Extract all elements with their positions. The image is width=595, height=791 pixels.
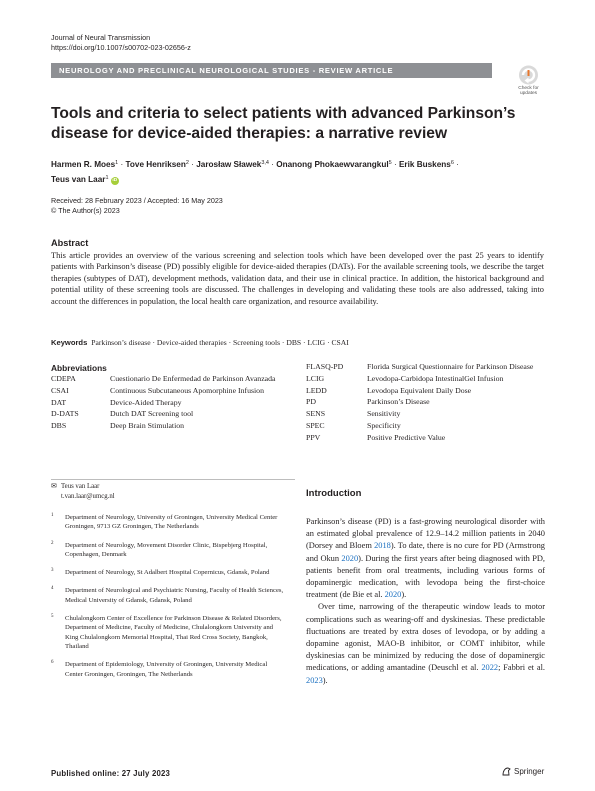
- orcid-icon[interactable]: iD: [112, 177, 118, 183]
- author-list: Harmen R. Moes$^1$ · Tove Henriksen$^2$ · Jarosław Sławek$^{3,4}$ · Onanong Phokaewvarangkul$^5$ · Erik Buskens$^6$ · Teus van Laar$^1$ iD: [51, 160, 459, 184]
- envelope-icon: ✉: [51, 483, 57, 490]
- abbreviation-value: Positive Predictive Value: [367, 432, 446, 442]
- abbreviation-key: SENS: [306, 409, 326, 419]
- keywords: [51, 338, 544, 347]
- affiliation-text: Department of Neurology, University of Groningen, University Medical Center Groningen, 9713 GZ Groningen, The Netherlands: [65, 514, 278, 531]
- introduction-body: [306, 516, 545, 687]
- paragraph-text: ). To date, there is no cure for PD (Armstrong and Okun: [306, 541, 545, 563]
- abbreviation-value: Device-Aided Therapy: [110, 397, 182, 407]
- abbreviation-value: Sensitivity: [367, 409, 401, 419]
- citation-link[interactable]: 2020: [341, 553, 359, 563]
- abbreviation-row: [306, 373, 546, 385]
- keywords-text: Parkinson’s disease · Device-aided therapies · Screening tools · DBS · LCIG · CSAI: [91, 338, 349, 347]
- affiliation-text: Department of Neurological and Psychiatric Nursing, Faculty of Health Sciences, Medical University of Gdansk, Gdansk, Poland: [65, 587, 284, 604]
- author-name[interactable]: Teus van Laar: [51, 174, 106, 184]
- author-affiliation-ref: 1: [105, 174, 109, 181]
- abbreviation-value: Florida Surgical Questionnaire for Parkinson Disease: [367, 362, 534, 371]
- article-dates: [51, 196, 223, 216]
- abbreviation-row: [51, 373, 287, 385]
- abbreviation-row: [306, 432, 546, 444]
- introduction-paragraph: [306, 516, 545, 601]
- keywords-label: Keywords: [51, 338, 88, 347]
- affiliations-list: [51, 513, 286, 688]
- author-name[interactable]: Harmen R. Moes: [51, 160, 116, 169]
- abbreviation-key: LEDD: [306, 385, 327, 395]
- abbreviation-value: Deep Brain Stimulation: [110, 421, 185, 431]
- publisher-logo: [502, 767, 544, 776]
- abbreviations-table-right: [306, 361, 546, 444]
- abbreviation-key: LCIG: [306, 373, 325, 383]
- abbreviation-value: Levodopa Equivalent Daily Dose: [367, 385, 472, 395]
- abbreviation-value: Continuous Subcutaneous Apomorphine Infusion: [110, 385, 264, 395]
- publisher-name: Springer: [514, 767, 545, 776]
- affiliation-item: [51, 541, 286, 560]
- author-name[interactable]: Erik Buskens: [398, 160, 451, 169]
- affiliation-number: 3: [51, 568, 54, 574]
- author-affiliation-ref: 2: [185, 160, 189, 166]
- section-banner: NEUROLOGY AND PRECLINICAL NEUROLOGICAL STUDIES - REVIEW ARTICLE: [51, 63, 492, 78]
- abbreviation-key: SPEC: [306, 420, 325, 430]
- abbreviation-row: [306, 361, 546, 373]
- received-accepted-dates: Received: 28 February 2023 / Accepted: 16 May 2023: [51, 196, 223, 205]
- affiliation-item: [51, 513, 286, 532]
- abstract-heading: Abstract: [51, 238, 89, 248]
- paragraph-text: ).: [401, 590, 407, 600]
- abbreviation-key: PPV: [306, 432, 321, 442]
- paragraph-text: ).: [322, 675, 328, 685]
- affiliation-text: Department of Epidemiology, University of Groningen, University Medical Center Groningen, Groningen, The Netherlands: [65, 661, 268, 678]
- abbreviation-row: [51, 385, 287, 397]
- abbreviation-row: [306, 396, 546, 408]
- abbreviation-value: Cuestionario De Enfermedad de Parkinson Avanzada: [110, 374, 276, 383]
- abbreviation-row: [306, 420, 546, 432]
- abbreviation-row: [51, 420, 287, 432]
- paragraph-text: Parkinson’s disease (PD) is a fast-growing neurological disorder with an estimated global prevalence of 12.9–14.2 million patients in 2040 (Dorsey and Bloem: [306, 517, 545, 551]
- introduction-paragraph: [306, 601, 545, 686]
- affiliation-item: [51, 568, 286, 577]
- introduction-heading: Introduction: [306, 488, 362, 499]
- abbreviations-table-left: [51, 373, 287, 432]
- affiliation-number: 2: [51, 540, 54, 546]
- author-affiliation-ref: 1: [115, 160, 119, 166]
- citation-link[interactable]: 2022: [481, 663, 499, 673]
- check-for-updates-badge[interactable]: [512, 64, 545, 97]
- contact-email[interactable]: t.van.laar@umcg.nl: [61, 492, 115, 500]
- corresponding-author: [51, 482, 115, 502]
- springer-horse-icon: [502, 767, 511, 776]
- abbreviation-value: Levodopa-Carbidopa IntestinalGel Infusion: [367, 373, 504, 383]
- published-online-date: Published online: 27 July 2023: [51, 769, 171, 778]
- abbreviation-key: PD: [306, 397, 316, 407]
- affiliation-number: 4: [51, 586, 54, 592]
- abbreviations-heading: Abbreviations: [51, 363, 107, 373]
- affiliation-text: Department of Neurology, Movement Disorder Clinic, Bispebjerg Hospital, Copenhagen, Denmark: [65, 541, 268, 558]
- contact-name: Teus van Laar: [61, 483, 100, 490]
- author-name[interactable]: Tove Henriksen: [125, 160, 186, 169]
- abbreviation-key: CDEPA: [51, 374, 76, 383]
- abbreviation-key: D-DATS: [51, 409, 79, 419]
- article-title: Tools and criteria to select patients with advanced Parkinson’s disease for device-aided therapies: a narrative review: [51, 105, 516, 142]
- paragraph-text: ). During the first years after being diagnosed with PD, patients benefit from oral treatments, including various forms of dopaminergic medication, with levodopa being the first-choice treatment (de Bie et al.: [306, 553, 545, 600]
- paragraph-text: Over time, narrowing of the therapeutic window leads to motor complications such as wearing-off and dyskinesias. These predictable fluctuations are treated by extra doses of levodopa, or by adding a dopamine agonist, MAO-B inhibitor, or COMT inhibitor, while dyskinesias can be minimized by reducing the dose of dopaminergic medications, or adding amantadine (Deuschl et al.: [306, 602, 545, 673]
- affiliation-number: 1: [51, 513, 54, 518]
- affiliation-number: 5: [51, 614, 54, 620]
- affiliation-item: [51, 586, 286, 605]
- author-affiliation-ref: 6: [450, 160, 454, 166]
- citation-link[interactable]: 2020: [384, 590, 402, 600]
- updates-badge-label: Check for updates: [518, 86, 539, 97]
- journal-header: [51, 33, 191, 52]
- abbreviation-value: Dutch DAT Screening tool: [110, 409, 194, 419]
- copyright-notice: © The Author(s) 2023: [51, 206, 120, 215]
- author-affiliation-ref: 5: [388, 160, 392, 166]
- paragraph-text: ; Fabbri et al.: [498, 663, 545, 673]
- abstract-text: This article provides an overview of the various screening and selection tools which have been developed over the past 25 years to identify patients with Parkinson’s disease (PD) possibly eligible for device-aided therapies (DATs). For the available screening tools, we describe the target therapies (subtypes of DAT), development methods, validation data, and their use in clinical practice. In addition, the historical background and potential utility of these screening tools are discussed. The challenges in developing and validating these tools are also addressed, taking into account the differences in population, the local health care organization, and resource availability.: [51, 251, 544, 306]
- affiliation-item: [51, 660, 286, 679]
- abbreviation-value: Specificity: [367, 420, 401, 430]
- affiliation-number: 6: [51, 660, 54, 666]
- abbreviation-key: FLASQ-PD: [306, 362, 344, 371]
- citation-link[interactable]: 2023: [306, 675, 323, 685]
- author-name[interactable]: Jarosław Sławek: [196, 160, 262, 169]
- abbreviation-row: [51, 408, 287, 420]
- journal-name: Journal of Neural Transmission: [51, 33, 151, 42]
- author-name[interactable]: Onanong Phokaewvarangkul: [276, 160, 389, 169]
- abbreviation-key: DBS: [51, 421, 67, 431]
- check-updates-icon: [512, 64, 545, 86]
- abbreviation-row: [306, 408, 546, 420]
- doi-link[interactable]: https://doi.org/10.1007/s00702-023-02656-z: [51, 42, 191, 52]
- affiliation-item: [51, 614, 286, 651]
- citation-link[interactable]: 2018: [374, 541, 391, 551]
- abbreviation-row: [306, 385, 546, 397]
- author-affiliation-ref: 3,4: [261, 160, 269, 166]
- affiliation-text: Department of Neurology, St Adalbert Hospital Copernicus, Gdansk, Poland: [65, 569, 270, 577]
- abbreviation-key: CSAI: [51, 385, 69, 395]
- abbreviation-row: [51, 397, 287, 409]
- affiliation-text: Chulalongkorn Center of Excellence for Parkinson Disease & Related Disorders, Department of Medicine, Faculty of Medicine, Chulalongkorn University and King Chulalongkorn Memorial Hospital, Thai Red Cross Society, Bangkok, Thailand: [65, 615, 282, 650]
- abbreviation-key: DAT: [51, 397, 67, 407]
- footnote-divider: [51, 479, 295, 480]
- abbreviation-value: Parkinson’s Disease: [367, 397, 430, 407]
